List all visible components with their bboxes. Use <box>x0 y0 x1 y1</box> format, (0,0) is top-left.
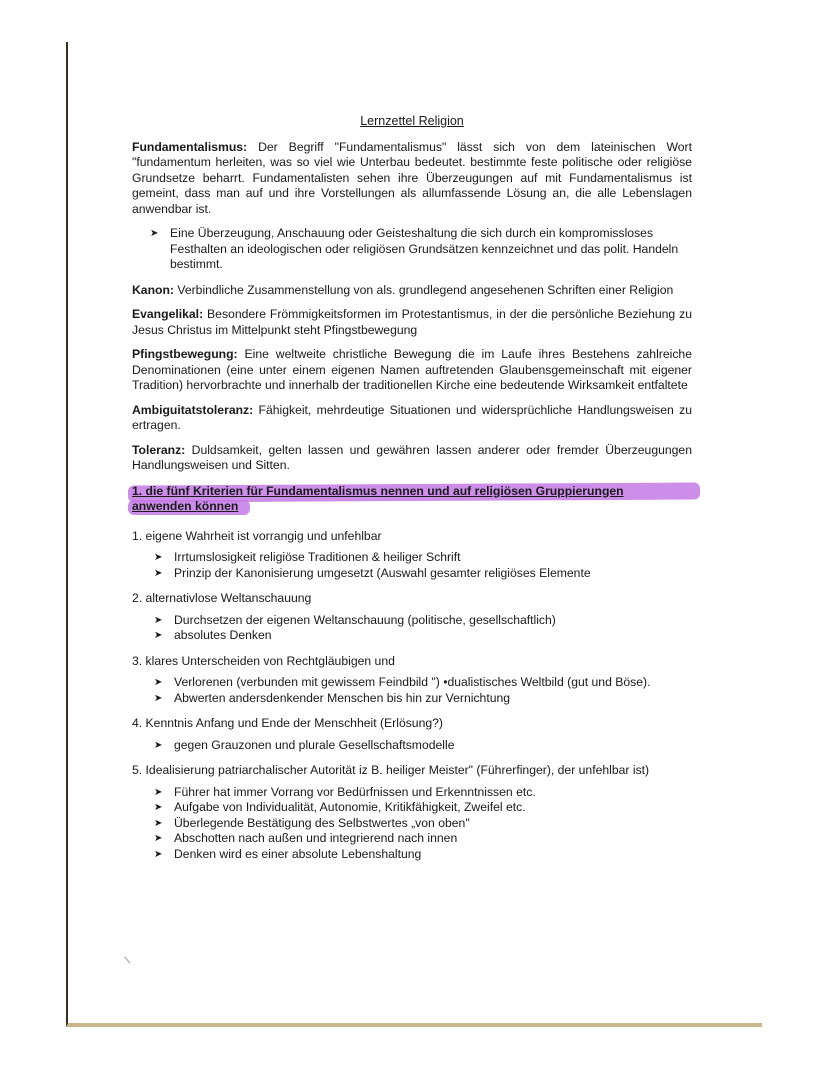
bullet-text: Abwerten andersdenkender Menschen bis hin zur Vernichtung <box>174 690 511 705</box>
arrow-bullet-icon: ➤ <box>154 567 163 579</box>
definition-text: Besondere Frömmigkeitsformen im Protestantismus, in der die persönliche Beziehung zu Jesus Christus im Mittelpunkt steht Pfingstbewegung <box>132 307 692 337</box>
definition-text: Fähigkeit, mehrdeutige Situationen und widersprüchliche Handlungsweisen zu ertragen. <box>132 402 692 432</box>
arrow-bullet-icon: ➤ <box>154 614 163 626</box>
arrow-bullet-icon: ➤ <box>154 739 163 751</box>
bullet-text: Verlorenen (verbunden mit gewissem Feindbild ") •dualistisches Weltbild (gut und Böse). <box>174 675 651 689</box>
criterion-4: 4. Kenntnis Anfang und Ende der Menschheit (Erlösung?) <box>132 716 443 730</box>
bullet-text: Prinzip der Kanonisierung umgesetzt (Auswahl gesamter religiöses Elemente <box>174 565 591 580</box>
criterion-3-bullets <box>152 675 692 706</box>
arrow-bullet-icon: ➤ <box>154 677 163 688</box>
definition-term: Toleranz: <box>132 442 186 457</box>
bullet-text: Denken wird es einer absolute Lebenshaltung <box>174 846 422 861</box>
arrow-bullet-icon: ➤ <box>154 786 163 798</box>
pen-mark <box>124 953 135 964</box>
task-heading-line1: 1. die fünf Kriterien für Fundamentalismus nennen und auf religiösen Gruppierungen <box>132 483 624 498</box>
document-content <box>132 114 692 872</box>
bullet-text: gegen Grauzonen und plurale Gesellschaftsmodelle <box>174 737 455 752</box>
criterion-3: 3. klares Unterscheiden von Rechtgläubigen und <box>132 653 395 668</box>
criterion-4-bullets <box>152 738 692 754</box>
definition-toleranz <box>132 443 692 474</box>
bullet-text: absolutes Denken <box>174 628 272 642</box>
list-item <box>152 785 692 801</box>
bullet-text: Abschotten nach außen und integrierend nach innen <box>174 831 458 845</box>
bullet-text: Aufgabe von Individualität, Autonomie, Kritikfähigkeit, Zweifel etc. <box>174 800 526 814</box>
definition-ambiguitatstoleranz <box>132 403 692 434</box>
definition-pfingstbewegung <box>132 347 692 394</box>
criterion-1: 1. eigene Wahrheit ist vorrangig und unfehlbar <box>132 528 382 543</box>
arrow-bullet-icon: ➤ <box>154 833 163 844</box>
criterion-2-bullets <box>152 613 692 644</box>
criterion-5: 5. Idealisierung patriarchalischer Autorität iz B. heiliger Meister" (Führerfinger), der unfehlbar ist) <box>132 763 650 777</box>
arrow-bullet-icon: ➤ <box>154 817 163 829</box>
bullet-text: Eine Überzeugung, Anschauung oder Geisteshaltung die sich durch ein kompromissloses Festhalten an ideologischen oder religiösen Grundsätzen kennzeichnet und das polit. Handeln bestimmt. <box>170 226 679 271</box>
criteria-list <box>132 529 692 863</box>
page-title: Lernzettel Religion <box>360 114 464 128</box>
definition-term: Pfingstbewegung: <box>132 347 238 361</box>
list-item <box>152 613 692 629</box>
definition-evangelikal <box>132 307 692 338</box>
list-item <box>152 566 692 582</box>
bullet-text: Durchsetzen der eigenen Weltanschauung (politische, gesellschaftlich) <box>174 612 556 627</box>
list-item <box>152 831 692 847</box>
arrow-bullet-icon: ➤ <box>154 802 163 813</box>
paper-sheet <box>66 42 762 1027</box>
highlighted-task <box>132 484 692 515</box>
fundamentalism-bullets <box>148 226 692 273</box>
list-item <box>152 800 692 816</box>
list-item <box>152 738 692 754</box>
definition-term: Fundamentalismus: <box>132 139 248 154</box>
definition-term: Evangelikal: <box>132 307 204 321</box>
list-item <box>152 847 692 863</box>
bullet-text: Führer hat immer Vorrang vor Bedürfnissen und Erkenntnissen etc. <box>174 784 536 799</box>
arrow-bullet-icon: ➤ <box>154 630 163 641</box>
bullet-text: Überlegende Bestätigung des Selbstwertes „von oben" <box>174 815 470 830</box>
bullet-text: Irrtumslosigkeit religiöse Traditionen & heiliger Schrift <box>174 550 461 564</box>
task-heading-line2: anwenden können <box>132 499 239 513</box>
arrow-bullet-icon: ➤ <box>150 228 159 239</box>
definition-term: Ambiguitatstoleranz: <box>132 402 254 417</box>
definition-text: Duldsamkeit, gelten lassen und gewähren lassen anderer oder fremder Überzeugungen Handlungsweisen und Sitten. <box>132 442 692 472</box>
list-item <box>148 226 692 273</box>
list-item <box>152 691 692 707</box>
arrow-bullet-icon: ➤ <box>154 692 163 704</box>
definition-text: Verbindliche Zusammenstellung von als. grundlegend angesehenen Schriften einer Religion <box>173 282 674 297</box>
criterion-1-bullets <box>152 550 692 581</box>
list-item <box>152 816 692 832</box>
definition-kanon <box>132 283 692 299</box>
definition-text: Eine weltweite christliche Bewegung die im Laufe ihres Bestehens zahlreiche Denominationen (eine unter einem eigenen Namen auftretenden Glaubensgemeinschaft mit eigener Tradition) hervorbrachte und innerhalb der traditionellen Kirche eine bedeutende Wirksamkeit entfaltete <box>132 347 692 392</box>
list-item <box>152 675 692 691</box>
arrow-bullet-icon: ➤ <box>154 848 163 860</box>
arrow-bullet-icon: ➤ <box>154 552 163 563</box>
definition-term: Kanon: <box>132 282 174 297</box>
criterion-2: 2. alternativlose Weltanschauung <box>132 591 312 605</box>
criterion-5-bullets <box>152 785 692 863</box>
list-item <box>152 628 692 644</box>
definition-text: Der Begriff "Fundamentalismus" lässt sich von dem lateinischen Wort "fundamentum herleiten, was so viel wie Unterbau bedeutet. bestimmte feste politische oder religiöse Grundsetze beharrt. Fundamentalisten sehen ihre Überzeugungen auf mit Fundamentalismus ist gemeint, dass man auf und ihre Vorstellungen als allumfassende Lösung an, die alle Lebenslagen anwendbar ist. <box>132 139 692 216</box>
definition-fundamentalismus <box>132 140 692 218</box>
list-item <box>152 550 692 566</box>
